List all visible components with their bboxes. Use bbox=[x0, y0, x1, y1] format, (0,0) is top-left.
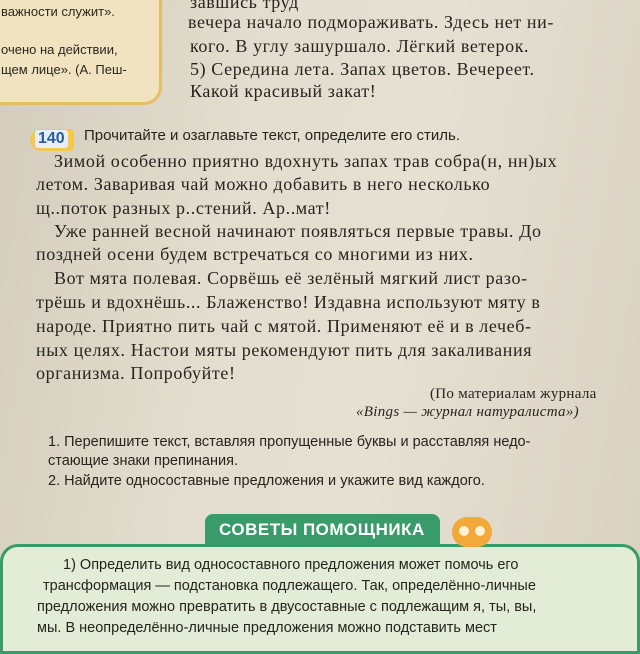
grammar-note-box bbox=[0, 0, 162, 105]
exercise-text-line-2: щ..поток разных р..стений. Ар..мат! bbox=[36, 198, 331, 218]
note-line-3: щем лице». (А. Пеш- bbox=[1, 62, 127, 77]
exercise-text-line-7: народе. Приятно пить чай с мятой. Применяют её и в лечеб- bbox=[36, 316, 532, 336]
task-1-line-1: 1. Перепишите текст, вставляя пропущенные буквы и расставляя недо- bbox=[48, 434, 531, 450]
note-line-1: важности служит». bbox=[1, 4, 115, 19]
advice-line-2: предложения можно превратить в двусоставные с подлежащим я, ты, вы, bbox=[37, 599, 537, 615]
source-line-1: (По материалам журнала bbox=[430, 386, 597, 402]
task-1-line-2: стающие знаки препинания. bbox=[48, 453, 238, 469]
advice-line-0: 1) Определить вид односоставного предложения может помочь его bbox=[63, 557, 519, 573]
top-text-line-2: кого. В углу зашуршало. Лёгкий ветерок. bbox=[190, 36, 530, 56]
exercise-text-line-0: Зимой особенно приятно вдохнуть запах трав собра(н, нн)ых bbox=[54, 151, 558, 171]
top-text-line-3: 5) Середина лета. Запах цветов. Вечереет. bbox=[190, 59, 535, 79]
advice-line-3: мы. В неопределённо-личные предложения можно подставить мест bbox=[37, 620, 497, 636]
goggles-icon bbox=[452, 517, 492, 547]
advice-title: СОВЕТЫ ПОМОЩНИКА bbox=[219, 520, 425, 539]
top-text-line-0: завшись труд bbox=[190, 0, 299, 12]
exercise-number-badge bbox=[30, 129, 74, 151]
exercise-text-line-4: поздней осени будем встречаться со многими из них. bbox=[36, 244, 474, 264]
top-text-line-1: вечера начало подмораживать. Здесь нет ни- bbox=[188, 12, 554, 32]
exercise-instruction: Прочитайте и озаглавьте текст, определите его стиль. bbox=[84, 127, 461, 144]
exercise-text-line-8: ных целях. Настои мяты рекомендуют пить для закаливания bbox=[36, 340, 533, 360]
exercise-number: 140 bbox=[35, 130, 68, 148]
source-line-2: «Bings — журнал натуралиста») bbox=[356, 404, 579, 420]
exercise-text-line-5: Вот мята полевая. Сорвёшь её зелёный мягкий лист разо- bbox=[54, 268, 528, 288]
exercise-text-line-1: летом. Заваривая чай можно добавить в него несколько bbox=[36, 174, 491, 194]
advice-header bbox=[205, 514, 440, 546]
advice-box bbox=[0, 544, 640, 654]
exercise-text-line-6: трёшь и вдохнёшь... Блаженство! Издавна используют мяту в bbox=[36, 292, 541, 312]
task-2: 2. Найдите односоставные предложения и укажите вид каждого. bbox=[48, 473, 485, 489]
top-text-line-4: Какой красивый закат! bbox=[190, 81, 377, 101]
exercise-text-line-9: организма. Попробуйте! bbox=[36, 363, 236, 383]
advice-line-1: трансформация — подстановка подлежащего. Так, определённо-личные bbox=[43, 578, 536, 594]
exercise-text-line-3: Уже ранней весной начинают появляться первые травы. До bbox=[54, 221, 542, 241]
note-line-2: очено на действии, bbox=[1, 42, 118, 57]
